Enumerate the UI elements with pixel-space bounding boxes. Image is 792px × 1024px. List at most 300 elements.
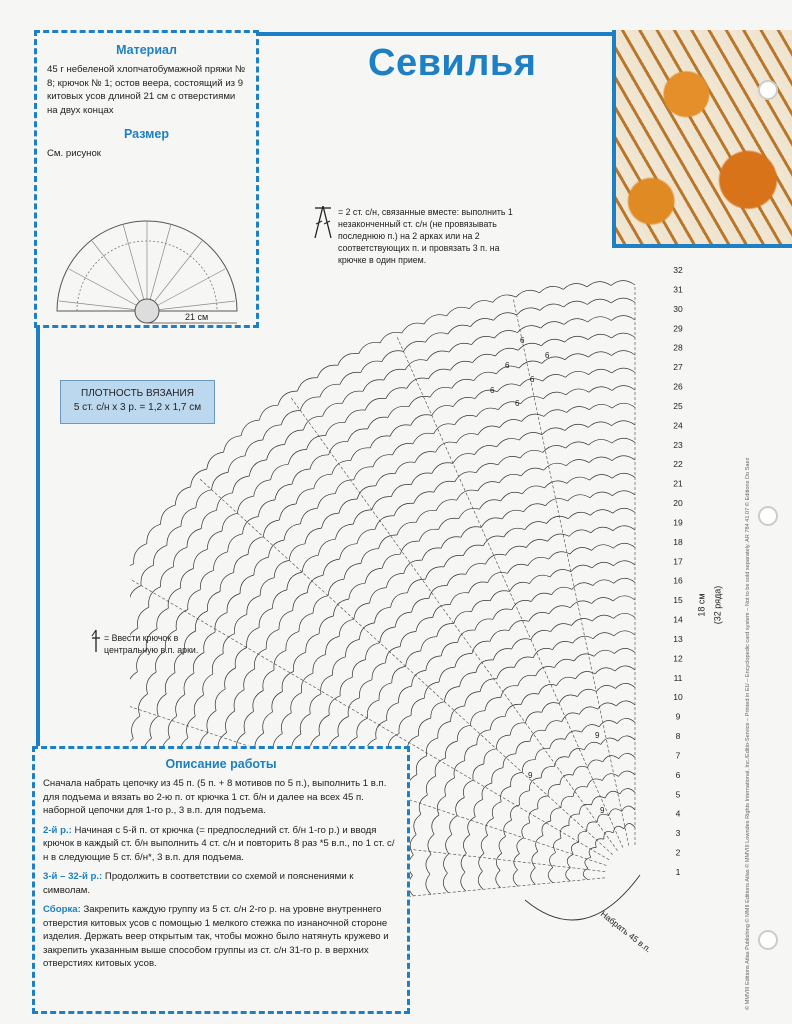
motif-number: 6 xyxy=(545,351,550,360)
chain-arc xyxy=(269,540,285,557)
material-text: 45 г небеленой хлопчатобумажной пряжи № 8; крючок № 1; остов веера, состоящий из 9 китовых усов длиной 21 см с отверстиями на двух концах xyxy=(47,64,246,116)
chain-arc xyxy=(460,673,476,687)
chain-arc xyxy=(566,442,589,448)
chain-arc xyxy=(448,325,471,334)
chain-arc xyxy=(258,500,275,517)
chain-arc xyxy=(438,721,451,738)
chain-arc xyxy=(485,697,501,710)
chain-arc xyxy=(187,716,196,738)
chain-arc xyxy=(147,672,157,694)
chain-arc xyxy=(565,354,588,360)
chain-arc xyxy=(348,429,368,442)
chain-arc xyxy=(234,614,246,633)
chain-arc xyxy=(567,477,590,483)
chain-arc xyxy=(515,657,534,667)
chain-arc xyxy=(207,531,222,549)
chain-arc xyxy=(497,667,515,679)
chain-arc xyxy=(388,406,409,417)
chain-arc xyxy=(568,495,590,501)
row-number: 7 xyxy=(675,750,681,761)
chain-arc xyxy=(612,473,635,478)
assembly-text: Закрепить каждую группу из 5 ст. с/н 2-го р. на уровне внутреннего отверстия китовых усов с помощью 1 мелкого стежка по изнаночной стороне изделия. Держать веер открытым так, чтобы можно было натянуть кружево и закрепить указанным выше способом группы из ст. с/н 31-го р. в верхних отверстиях китовых усов. xyxy=(43,904,389,969)
chain-arc xyxy=(472,600,491,611)
chain-arc xyxy=(566,371,589,377)
chain-arc xyxy=(587,822,597,831)
chain-arc xyxy=(616,701,635,706)
chain-arc xyxy=(354,467,373,480)
description-intro: Сначала набрать цепочку из 45 п. (5 п. + 8 мотивов по 5 п.), выполнить 1 в.п. для подъема и вязать во 2-ю п. от крючка 1 ст. б/н и далее на всех 45 п. наборной цепочки для 1-го р., 3 в.п. для подъема. xyxy=(43,778,387,816)
publisher-credit: © MMVIII Editions Atlas Publishing © MMII Editions Atlas © MMVIII Lowndes Rights International, Inc./Editio-Service – Printed in EU – Encyclopedic card system – Not to be sold separately. AR 784 41 07 © Editions Do Saez xyxy=(745,457,751,1010)
chain-arc xyxy=(204,632,215,652)
chain-arc xyxy=(243,517,259,534)
chain-arc xyxy=(293,593,308,611)
chain-arc xyxy=(612,403,635,408)
chain-arc xyxy=(508,564,528,573)
row-number: 19 xyxy=(673,517,683,528)
chain-arc xyxy=(479,853,484,871)
chain-arc xyxy=(588,352,611,357)
chain-arc xyxy=(441,642,457,656)
chain-arc xyxy=(502,510,523,519)
chain-arc xyxy=(370,436,390,448)
chain-arc xyxy=(434,424,455,434)
legend-decrease-text: = 2 ст. с/н, связанные вместе: выполнить 1 незаконченный ст. с/н (не провязывать последнюю п.) на 2 арках или на 2 соответствующих п. и провязать 3 п. на крючке в один прием. xyxy=(338,207,513,265)
chain-arc xyxy=(618,736,635,741)
chain-arc xyxy=(372,497,391,510)
chain-arc xyxy=(439,518,459,529)
chain-arc xyxy=(365,398,386,410)
chain-arc xyxy=(263,425,282,440)
chain-arc xyxy=(620,789,635,794)
chain-arc xyxy=(399,686,412,703)
chain-arc xyxy=(569,530,591,536)
chain-arc xyxy=(605,791,620,798)
chain-arc xyxy=(587,282,611,287)
chain-arc xyxy=(263,670,274,690)
chain-arc xyxy=(588,422,611,427)
chain-arc xyxy=(530,575,551,583)
chain-arc xyxy=(349,583,365,599)
chain-arc xyxy=(619,753,635,758)
chain-arc xyxy=(531,593,551,601)
chain-arc xyxy=(390,425,411,436)
foundation-chain xyxy=(525,875,640,920)
chain-arc xyxy=(380,332,402,343)
chain-arc xyxy=(213,552,227,571)
motif-number: 6 xyxy=(530,375,535,384)
chain-arc xyxy=(217,493,233,511)
chain-arc xyxy=(555,659,575,667)
chain-arc xyxy=(285,430,304,445)
chain-arc xyxy=(445,778,455,796)
chain-arc xyxy=(478,426,500,435)
chain-arc xyxy=(476,464,498,473)
chain-arc xyxy=(450,361,472,370)
description-heading: Описание работы xyxy=(165,757,277,771)
chain-arc xyxy=(212,472,228,489)
chain-arc xyxy=(518,675,536,686)
chain-arc xyxy=(363,380,384,392)
chain-arc xyxy=(461,872,466,891)
chain-arc xyxy=(274,560,289,577)
chain-arc xyxy=(490,630,509,641)
chain-arc xyxy=(366,643,380,660)
chain-arc xyxy=(302,555,318,572)
chain-arc xyxy=(167,526,181,545)
chain-arc xyxy=(149,587,161,608)
chain-arc xyxy=(402,323,424,333)
chain-arc xyxy=(602,774,618,781)
chain-arc xyxy=(506,546,527,555)
row-number: 16 xyxy=(673,575,683,586)
chain-arc xyxy=(592,598,614,604)
chain-arc xyxy=(528,557,549,565)
chain-arc xyxy=(253,691,263,712)
chain-arc xyxy=(589,439,612,445)
chain-arc xyxy=(399,715,411,733)
chain-arc xyxy=(574,654,594,661)
chain-arc xyxy=(463,835,469,854)
chain-arc xyxy=(410,835,416,855)
chain-arc xyxy=(130,586,141,607)
chain-arc xyxy=(461,853,466,872)
chain-arc xyxy=(321,675,333,694)
motif-number: 9 xyxy=(528,771,533,780)
chain-arc xyxy=(531,630,551,639)
row2-label: 2-й р.: xyxy=(43,824,72,836)
chain-arc xyxy=(405,360,427,370)
chain-arc xyxy=(154,545,167,565)
chain-arc xyxy=(415,452,436,463)
chain-arc xyxy=(554,757,569,767)
chain-arc xyxy=(481,518,502,528)
chain-arc xyxy=(335,524,353,539)
chain-arc xyxy=(165,673,175,695)
chain-arc xyxy=(612,456,635,461)
chain-arc xyxy=(570,601,591,608)
chain-arc xyxy=(532,851,538,867)
chain-arc xyxy=(212,654,223,674)
chain-arc xyxy=(589,404,612,409)
chain-arc xyxy=(591,527,613,533)
rows-count-label: (32 ряда) xyxy=(712,585,723,625)
chain-arc xyxy=(411,415,432,426)
chain-arc xyxy=(583,868,588,879)
chain-arc xyxy=(469,582,488,593)
page-title: Севилья xyxy=(368,42,537,84)
chain-arc xyxy=(168,588,180,608)
chain-arc xyxy=(220,573,234,592)
row-number: 18 xyxy=(673,536,683,547)
chain-arc xyxy=(474,372,496,380)
chain-arc xyxy=(173,547,187,567)
chain-arc xyxy=(286,631,299,650)
chain-arc xyxy=(318,539,335,555)
start-chain-label: Набрать 45 в.п. xyxy=(598,908,654,955)
chain-arc xyxy=(533,648,552,657)
chain-arc xyxy=(492,768,503,783)
chain-arc xyxy=(566,868,571,882)
chain-arc xyxy=(224,436,242,452)
chain-arc xyxy=(611,298,635,303)
chain-arc xyxy=(501,492,523,501)
row-number: 17 xyxy=(673,556,683,567)
material-heading: Материал xyxy=(116,43,177,57)
chain-arc xyxy=(184,673,194,694)
decrease-symbol-icon xyxy=(312,204,334,240)
chain-arc xyxy=(564,301,588,307)
chain-arc xyxy=(359,680,372,698)
assembly-label: Сборка: xyxy=(43,904,81,915)
row-number: 4 xyxy=(675,808,681,819)
size-text: См. рисунок xyxy=(47,148,101,159)
chain-arc xyxy=(157,694,166,716)
chain-arc xyxy=(483,536,504,546)
chain-arc xyxy=(521,468,543,476)
chain-arc xyxy=(490,716,505,730)
chain-arc xyxy=(611,281,635,286)
chain-arc xyxy=(511,772,523,786)
chain-arc xyxy=(513,870,518,886)
chain-arc xyxy=(422,548,441,560)
chain-arc xyxy=(361,549,379,564)
chain-arc xyxy=(540,286,564,292)
rib-line xyxy=(396,335,623,847)
chain-arc xyxy=(248,537,263,555)
chain-arc xyxy=(234,690,244,711)
chain-arc xyxy=(386,573,404,587)
chain-arc xyxy=(134,544,147,564)
chain-arc xyxy=(571,565,592,572)
chain-arc xyxy=(565,336,589,342)
row-number: 14 xyxy=(673,614,683,625)
density-text: 5 ст. с/н х 3 р. = 1,2 х 1,7 см xyxy=(73,402,202,413)
chain-arc xyxy=(572,583,593,590)
row-number: 13 xyxy=(673,634,683,644)
chain-arc xyxy=(228,456,245,473)
chain-arc xyxy=(320,384,340,397)
chain-arc xyxy=(322,513,339,528)
chain-arc xyxy=(352,660,365,678)
chain-arc xyxy=(517,326,540,333)
chain-arc xyxy=(386,388,407,399)
chain-arc xyxy=(215,613,227,633)
chain-arc xyxy=(424,682,439,698)
chain-arc xyxy=(510,582,530,591)
chain-arc xyxy=(495,348,518,356)
chain-arc xyxy=(418,718,430,736)
row-number: 24 xyxy=(673,420,683,431)
row-number: 20 xyxy=(673,498,683,508)
chain-arc xyxy=(522,823,530,838)
chain-arc xyxy=(543,392,566,399)
chain-arc xyxy=(579,707,597,714)
chain-arc xyxy=(132,716,140,738)
chain-arc xyxy=(516,741,530,754)
chain-arc xyxy=(395,462,415,474)
chain-arc xyxy=(450,816,457,835)
chain-arc xyxy=(517,838,524,854)
chain-arc xyxy=(501,686,518,698)
chain-arc xyxy=(271,464,289,480)
row3-text: Продолжить в соответствии со схемой и пояснениями к символам. xyxy=(43,871,354,896)
chain-arc xyxy=(554,838,562,852)
chain-arc xyxy=(357,486,376,499)
chain-arc xyxy=(584,742,600,750)
chain-arc xyxy=(175,487,190,505)
chain-arc xyxy=(222,513,237,531)
chain-arc xyxy=(598,703,617,709)
chain-arc xyxy=(361,361,382,372)
chain-arc xyxy=(244,711,254,732)
row-number: 15 xyxy=(673,595,683,606)
chain-arc xyxy=(613,596,635,601)
chain-arc xyxy=(176,610,188,630)
chain-arc xyxy=(375,607,391,623)
legend-insert-text: = Ввести крючок в центральную в.п. арки. xyxy=(104,633,199,655)
chain-arc xyxy=(174,652,184,673)
chain-arc xyxy=(293,652,305,671)
chain-arc xyxy=(345,639,359,656)
chain-arc xyxy=(357,529,375,543)
chain-arc xyxy=(552,587,573,595)
chain-arc xyxy=(130,672,137,694)
chain-arc xyxy=(599,721,617,727)
chain-arc xyxy=(585,857,591,868)
chain-arc xyxy=(150,716,158,738)
chain-arc xyxy=(461,527,481,537)
chain-arc xyxy=(259,608,272,627)
row-number: 32 xyxy=(673,265,683,275)
chain-arc xyxy=(434,481,455,492)
chain-arc xyxy=(284,524,300,540)
chain-arc xyxy=(370,588,387,603)
chain-arc xyxy=(616,683,636,688)
chain-arc xyxy=(176,694,185,716)
chain-arc xyxy=(429,369,451,379)
chain-arc xyxy=(493,649,511,660)
chain-arc xyxy=(499,474,521,483)
chain-arc xyxy=(453,454,475,464)
chain-arc xyxy=(244,669,255,690)
chain-arc xyxy=(439,667,455,682)
chain-arc xyxy=(459,508,480,518)
chain-arc xyxy=(614,631,635,636)
chain-arc xyxy=(509,620,529,630)
chain-arc xyxy=(521,396,544,403)
chain-arc xyxy=(300,714,310,734)
chain-arc xyxy=(235,648,247,669)
chain-arc xyxy=(338,353,359,365)
row-number: 3 xyxy=(675,828,681,839)
chain-arc xyxy=(535,748,549,759)
chain-arc xyxy=(589,387,612,392)
chain-arc xyxy=(512,600,532,609)
chain-arc xyxy=(543,446,566,453)
chain-arc xyxy=(538,796,548,809)
chain-arc xyxy=(541,339,564,345)
chain-arc xyxy=(499,836,506,853)
chain-arc xyxy=(472,336,495,344)
chain-arc xyxy=(496,853,502,870)
chain-arc xyxy=(340,544,357,559)
chain-arc xyxy=(493,609,512,619)
chain-arc xyxy=(568,512,590,518)
chain-arc xyxy=(414,492,434,504)
chain-arc xyxy=(454,761,465,778)
chain-arc xyxy=(137,650,147,672)
chain-arc xyxy=(452,379,474,388)
row-number: 1 xyxy=(675,867,681,877)
chain-arc xyxy=(548,785,560,796)
chain-arc xyxy=(225,668,236,689)
chain-arc xyxy=(524,504,546,512)
chain-arc xyxy=(544,410,567,417)
chain-arc xyxy=(473,764,484,780)
density-heading: ПЛОТНОСТЬ ВЯЗАНИЯ xyxy=(81,388,194,399)
chain-arc xyxy=(411,473,432,485)
chain-arc xyxy=(587,299,611,304)
chain-arc xyxy=(233,476,250,493)
chain-arc xyxy=(457,434,478,443)
chain-arc xyxy=(614,613,635,618)
chain-arc xyxy=(609,809,622,816)
chain-arc xyxy=(329,696,340,715)
chain-arc xyxy=(588,317,612,322)
chain-arc xyxy=(279,611,293,630)
chain-arc xyxy=(426,854,431,874)
chain-arc xyxy=(481,835,488,853)
chain-arc xyxy=(451,706,465,722)
chain-arc xyxy=(512,639,531,649)
chain-arc xyxy=(594,650,614,656)
chain-arc xyxy=(387,703,399,721)
chain-arc xyxy=(345,410,365,422)
chain-arc xyxy=(614,561,636,566)
chain-arc xyxy=(289,544,305,561)
chain-arc xyxy=(567,854,573,867)
chain-arc xyxy=(404,341,426,351)
chain-arc xyxy=(297,378,317,391)
chain-arc xyxy=(193,653,204,674)
chain-arc xyxy=(526,539,547,547)
row-number: 21 xyxy=(673,478,683,489)
chain-arc xyxy=(458,630,475,642)
chain-arc xyxy=(617,718,635,723)
chain-arc xyxy=(431,702,445,718)
chain-arc xyxy=(326,422,346,435)
chain-arc xyxy=(310,694,321,714)
chain-arc xyxy=(551,624,572,632)
chain-arc xyxy=(567,406,590,412)
row-number: 23 xyxy=(673,439,683,450)
chain-arc xyxy=(215,689,225,711)
chain-arc xyxy=(384,369,405,380)
chain-arc xyxy=(559,695,577,703)
chain-arc xyxy=(436,500,457,511)
chain-arc xyxy=(318,494,336,509)
row2-text: Начиная с 5-й п. от крючка (= предпоследний ст. б/н 1-го р.) и вводя крючок в каждый ст. б/н выполнить 4 ст. с/н и повторить 8 раз *5 в.п., по 1 ст. с/н в следующие 5 ст. б/н*, 3 в.п. для подъема. xyxy=(43,824,395,863)
row-number: 28 xyxy=(673,342,683,353)
chain-arc xyxy=(307,435,326,449)
chain-arc xyxy=(472,641,490,653)
chain-arc xyxy=(247,628,259,648)
chain-arc xyxy=(273,590,287,609)
chain-arc xyxy=(404,560,422,573)
chain-arc xyxy=(301,508,318,524)
chain-arc xyxy=(578,831,587,842)
chain-arc xyxy=(227,594,240,613)
